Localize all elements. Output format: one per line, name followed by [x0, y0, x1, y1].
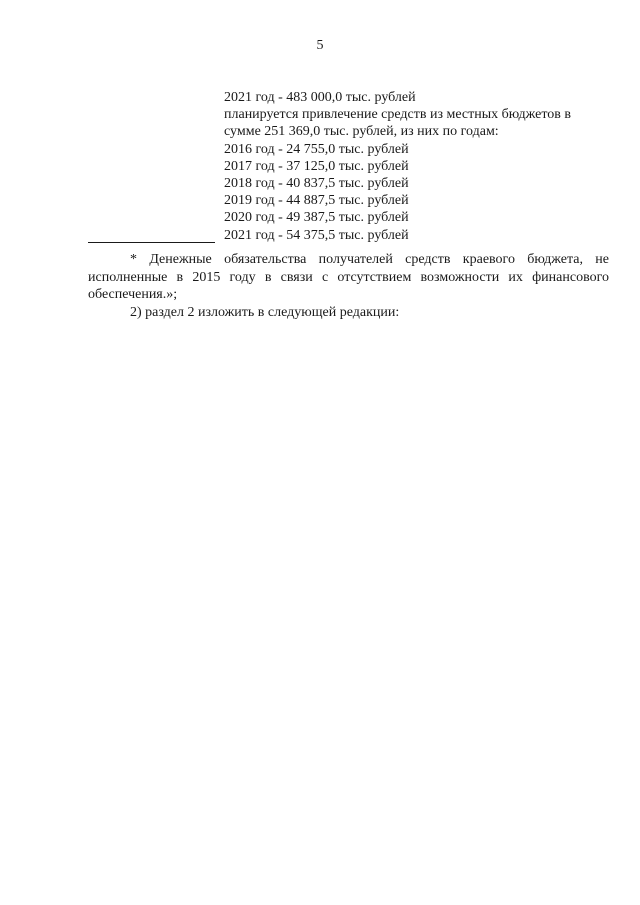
funding-line: 2021 год - 483 000,0 тыс. рублей [224, 90, 416, 105]
funding-line: 2017 год - 37 125,0 тыс. рублей [224, 158, 409, 174]
funding-line: сумме 251 369,0 тыс. рублей, из них по годам: [224, 124, 499, 140]
funding-line: 2018 год - 40 837,5 тыс. рублей [224, 176, 409, 192]
funding-line: 2019 год - 44 887,5 тыс. рублей [224, 193, 409, 209]
funding-line: 2021 год - 54 375,5 тыс. рублей [224, 227, 409, 243]
funding-line: 2020 год - 49 387,5 тыс. рублей [224, 210, 409, 226]
funding-block [224, 89, 614, 244]
funding-line: планируется привлечение средств из местных бюджетов в [224, 107, 572, 123]
footnote-divider [88, 242, 215, 243]
section-instruction: 2) раздел 2 изложить в следующей редакции: [130, 305, 400, 320]
page-number: 5 [316, 38, 324, 53]
footnote-text: * Денежные обязательства получателей средств краевого бюджета, не исполненные в 2015 году в связи с отсутствием возможности их финансового обеспечения.»; [88, 252, 609, 302]
funding-line: 2016 год - 24 755,0 тыс. рублей [224, 141, 409, 157]
